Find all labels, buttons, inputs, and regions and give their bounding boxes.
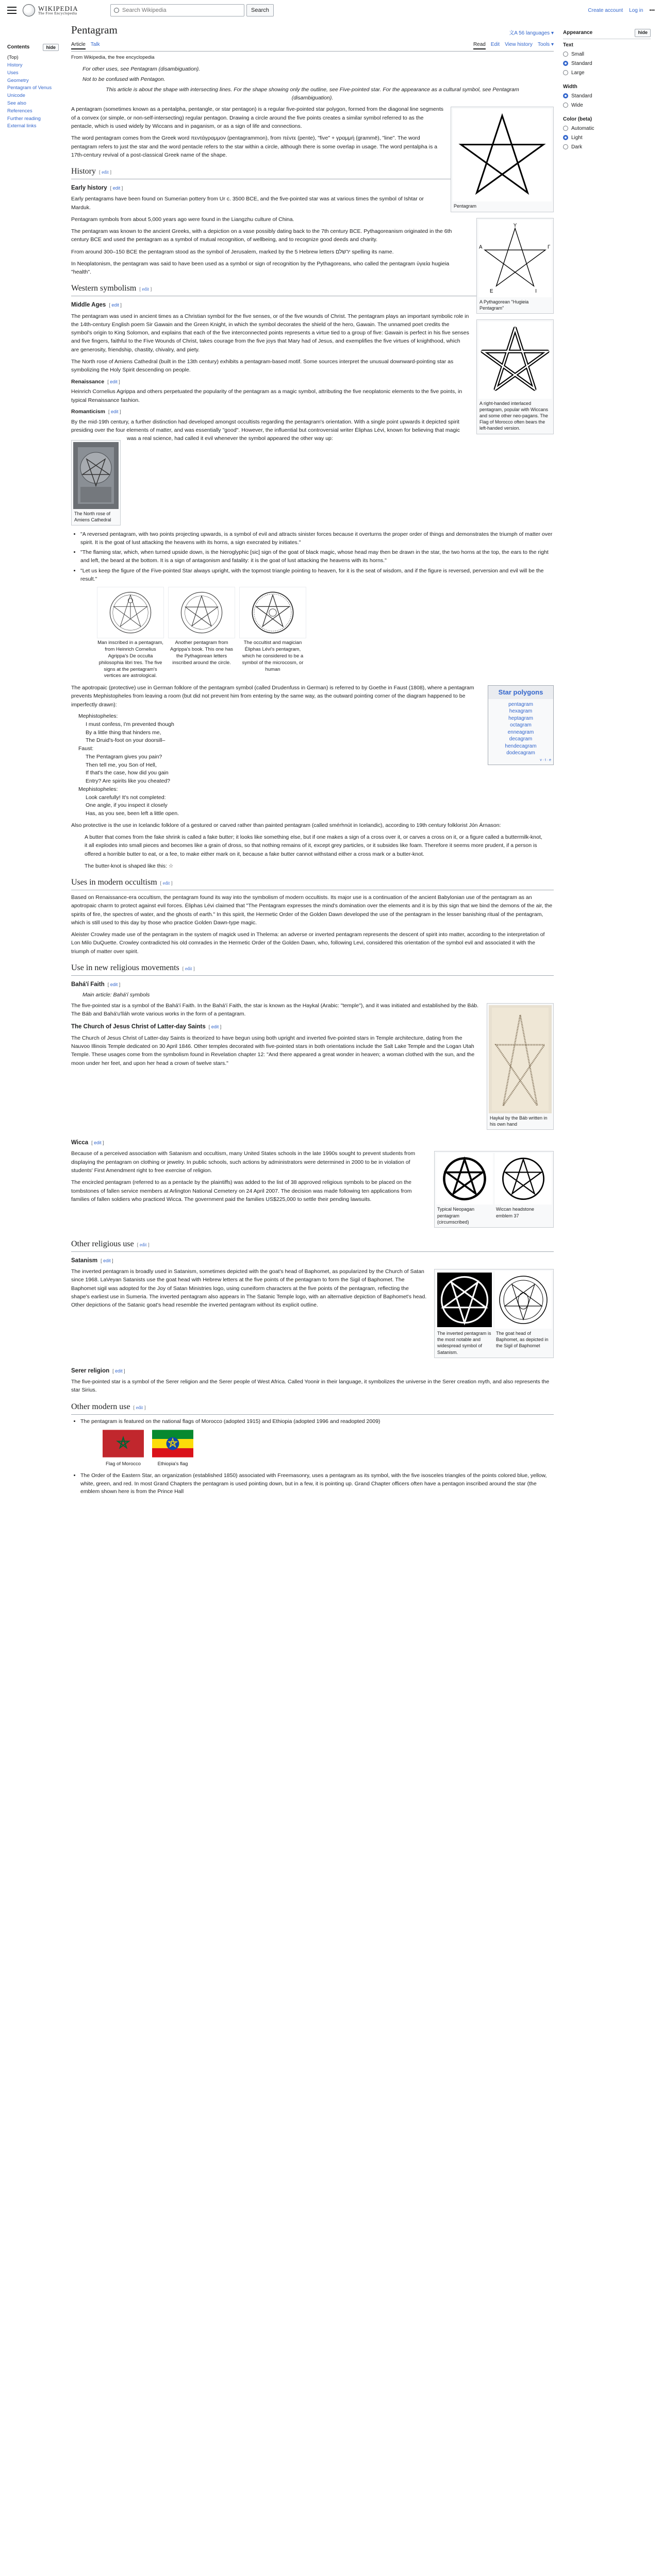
figure-caption: The North rose of Amiens Cathedral	[74, 511, 111, 522]
pythagorean-pentagram-image[interactable]	[478, 220, 552, 297]
heading-early-history: Early history	[71, 185, 107, 192]
navbox-item[interactable]: octagram	[510, 722, 532, 728]
heading-bahai: Bahá'í Faith	[71, 981, 105, 988]
figure-right-handed	[476, 319, 554, 434]
edit-link[interactable]: [ edit ]	[137, 1242, 150, 1247]
figure-caption: A Pythagorean "Hugieia Pentagram"	[479, 299, 529, 311]
agrippa-pentagram-image[interactable]	[168, 587, 235, 638]
paragraph: Pentagram symbols from about 5,000 years ago were found in the Liangzhu culture of China.	[71, 216, 294, 223]
edit-link[interactable]: [ edit ]	[99, 170, 111, 175]
edit-link[interactable]: [ edit ]	[91, 1140, 104, 1146]
hatnote-shape: This article is about the shape with intersecting lines. For the shape showing only the outline, see Five-pointed star. For the appearance as a cultural symbol, see Pentagram (disambiguation).	[106, 86, 519, 101]
paragraph: Based on Renaissance-era occultism, the pentagram found its way into the symbolism of modern occultists. Its major use is a continuation of the ancient Babylonian use of the pentagram as an apotropaic charm to protect against evil forces. Éliphas Lévi claimed that "The Pentagram expresses the mind's domination over the elements and it is by this sign that we bind the demons of the air, the spirits of fire, the spectres of water, and the ghosts of earth." In this spirit, the Hermetic Order of the Golden Dawn developed the use of the pentagram in the lesser banishing ritual of the pentagram, which is still used to this day by those who practice Golden Dawn-type magic.	[71, 894, 553, 926]
radio-icon	[563, 52, 568, 57]
radio-label: Small	[571, 51, 585, 57]
blockquote: A butter that comes from the fake shrink is called a fake butter; it looks like something else, but if one makes a sign of a cross over it, or carves a cross on it, or a figure called a buttermilk-knot, it all explodes into small pieces and becomes like a grain of dross, so that nothing remains of it, except grey particles, or it subsides like foam. Therefore it seems more prudent, if a person is offered a horrible butter to eat, or a fee, to make either mark on it, because a fake butter cannot withstand either a cross mark or a butter-knot.	[85, 834, 542, 857]
quote-item: • "The flaming star, which, when turned upside down, is the hieroglyphic [sic] sign of the goat of black magic, whose head may then be drawn in the star, the two horns at the top, the ears to the right and left, the beard at the bottom. It is a sign of antagonism and fatality: it is the goat of lust attacking the heavens with its horns."	[80, 549, 554, 565]
edit-link[interactable]: [ edit ]	[112, 1368, 125, 1374]
quote-item: • "Let us keep the figure of the Five-pointed Star always upright, with the topmost triangle pointing to heaven, for it is the seat of wisdom, and if the figure is reversed, perversion and evil will be the result."	[80, 567, 554, 584]
paragraph: The inverted pentagram is broadly used in Satanism, sometimes depicted with the goat's head of Baphomet, as popularized by the Church of Satan since 1968. LaVeyan Satanists use the goat head with Hebrew letters at the five points of the pentagram to form the Sigil of Baphomet. The Baphomet sigil was adopted for the Joy of Satan Ministries logo, using cuneiform characters at the five points of the pentagram, reflecting the shape's earliest use in Sumeria. The inverted pentagram also appears in The Satanic Temple logo, with an alternative depiction of Baphomet's head. Other depictions of the Satanic goat's head resemble the inverted pentagram without its explicit outline.	[71, 1268, 427, 1309]
width-label: Width	[563, 83, 577, 90]
paragraph: The apotropaic (protective) use in German folklore of the pentagram symbol (called Drudenfuss in German) is referred to by Goethe in Faust (1808), where a pentagram prevents Mephistopheles from leaving a room (but did not prevent him from entering by the same way, as the outward pointing corner of the diagram happened to be imperfectly drawn):	[71, 685, 474, 708]
paragraph: Because of a perceived association with Satanism and occultism, many United States schools in the late 1990s sought to prevent students from displaying the pentagram on clothing or jewelry. In public schools, such actions by administrators were determined in 2000 to be in violation of students' First Amendment right to free exercise of religion.	[71, 1150, 416, 1174]
navbox-item[interactable]: hexagram	[509, 708, 533, 715]
radio-option[interactable]	[563, 69, 651, 77]
poem-speaker: Faust:	[78, 745, 94, 752]
figure-caption: The inverted pentagram is the most notable and widespread symbol of Satanism.	[437, 1331, 491, 1355]
toc-item[interactable]: References	[7, 108, 32, 114]
poem-line: Look carefully! It's not completed:	[86, 794, 166, 801]
figure-amiens	[71, 440, 121, 526]
log-in-link[interactable]: Log in	[629, 7, 643, 13]
toc-item[interactable]: See also	[7, 100, 26, 107]
heading-lds: The Church of Jesus Christ of Latter-day Saints	[71, 1024, 206, 1030]
poem-speaker: Mephistopheles:	[78, 786, 118, 792]
radio-label: Light	[571, 134, 583, 141]
star-polygons-navbox	[488, 685, 554, 765]
section-other-modern: Other modern use	[71, 1402, 130, 1411]
tab-edit[interactable]: Edit	[490, 42, 500, 48]
logo-tagline: The Free Encyclopedia	[38, 11, 77, 15]
radio-option[interactable]	[563, 60, 651, 67]
toc-item[interactable]: External links	[7, 123, 37, 129]
navbox-item[interactable]: dodecagram	[506, 750, 535, 756]
edit-link[interactable]: [ edit ]	[101, 1258, 113, 1263]
heading-romanticism: Romanticism	[71, 408, 105, 415]
tab-talk[interactable]: Talk	[90, 42, 100, 48]
footnote: The butter-knot is shaped like this: ☆	[85, 862, 174, 869]
toc-item[interactable]: Uses	[7, 70, 19, 76]
amiens-rose-image[interactable]	[73, 442, 119, 509]
radio-icon	[563, 126, 568, 131]
section-western-symbolism: Western symbolism	[71, 284, 137, 293]
navbox-item[interactable]: pentagram	[508, 701, 533, 707]
flag-item	[152, 1430, 194, 1468]
toc-item[interactable]: Unicode	[7, 93, 25, 99]
edit-link[interactable]: [ edit ]	[208, 1024, 222, 1030]
morocco-flag-image[interactable]	[103, 1430, 144, 1458]
pentagram-image[interactable]	[453, 109, 552, 201]
navbox-item[interactable]: heptagram	[508, 715, 533, 721]
heading-middle-ages: Middle Ages	[71, 302, 106, 309]
edit-link[interactable]: [ edit ]	[108, 409, 121, 414]
page-title: Pentagram	[71, 24, 118, 36]
modern-use-list	[80, 1418, 554, 1426]
lead-paragraph: A pentagram (sometimes known as a pentalpha, pentangle, or star pentagon) is a regular five-pointed star polygon, formed from the diagonal line segments of a convex (or simple, or non-self-intersecting) regular pentagon. Drawing a circle around the five points creates a similar symbol referred to as the pentacle, which is used widely by Wiccans and in paganism, or as a sign of life and connections.	[71, 106, 443, 129]
language-button[interactable]: 文A 56 languages ▾	[509, 30, 554, 37]
poem-line: Has, as you see, been left a little open.	[86, 810, 179, 817]
infobox-figure	[451, 107, 554, 212]
list-item: • The Order of the Eastern Star, an organization (established 1850) associated with Freemasonry, uses a pentagram as its symbol, with the five isosceles triangles of the points colored blue, yellow, white, green, and red. In most Grand Chapters the pentagram is used pointing down, but in a few, it is pointing up. Grand Chapter officers often have a pentagon inscribed around the star (the emblem shown here is from the Prince Hall	[80, 1472, 554, 1496]
search-button[interactable]: Search	[246, 4, 274, 16]
paragraph: The North rose of Amiens Cathedral (built in the 13th century) exhibits a pentagram-based motif. Some sources interpret the unusual downward-pointing star as symbolizing the Holy Spirit descending on people.	[71, 358, 454, 374]
radio-option[interactable]	[563, 125, 651, 132]
poem-line: By a little thing that hinders me,	[86, 729, 161, 736]
neopagan-pentagram-image[interactable]	[436, 1153, 493, 1205]
appearance-panel	[563, 29, 651, 157]
navbox-item[interactable]: enneagram	[507, 729, 534, 735]
radio-label: Automatic	[571, 125, 594, 131]
radio-icon	[563, 70, 568, 75]
paragraph: Also protective is the use in Icelandic folklore of a gestured or carved rather than painted pentagram (called smérhnút in Icelandic), according to 19th century folklorist Jón Árnason:	[71, 822, 501, 828]
quote-item: • "A reversed pentagram, with two points projecting upwards, is a symbol of evil and attracts sinister forces because it overturns the proper order of things and demonstrates the triumph of matter over spirit. It is the goat of lust attacking the heavens with its horns, a sign execrated by initiates."	[80, 531, 554, 547]
globe-icon	[23, 4, 35, 16]
poem-line: The Druid's-foot on your doorsill–	[86, 737, 166, 744]
wiccan-headstone-image[interactable]	[495, 1153, 552, 1205]
section-new-religious: Use in new religious movements	[71, 963, 179, 972]
create-account-link[interactable]: Create account	[588, 7, 623, 13]
heading-renaissance: Renaissance	[71, 378, 105, 385]
search-box	[110, 4, 244, 16]
quote-list	[80, 531, 554, 584]
radio-option[interactable]	[563, 101, 651, 109]
heading-wicca: Wicca	[71, 1140, 89, 1146]
edit-link[interactable]: [ edit ]	[182, 965, 195, 971]
gallery-caption: Another pentagram from Agrippa's book. This one has the Pythagorean letters inscribed around the circle.	[170, 640, 234, 666]
site-sub: From Wikipedia, the free encyclopedia	[71, 55, 155, 61]
navbox-vte[interactable]: v · t · e	[540, 758, 551, 762]
gallery	[97, 587, 554, 680]
flag-caption: Flag of Morocco	[105, 1461, 141, 1467]
radio-label: Dark	[571, 144, 583, 150]
section-other-religious: Other religious use	[71, 1239, 134, 1248]
paragraph: The encircled pentagram (referred to as a pentacle by the plaintiffs) was added to the list of 38 approved religious symbols to be placed on the tombstones of fallen service members at Arlington National Cemetery on 24 April 2007. The decision was made following ten applications from families of fallen soldiers who practiced Wicca. The government paid the families US$225,000 to settle their pending lawsuits.	[71, 1179, 412, 1202]
paragraph: In Neoplatonism, the pentagram was said to have been used as a symbol or sign of recognition by the Pythagoreans, who called the pentagram ὑγιεία hugieia "health".	[71, 260, 450, 276]
navbox-item[interactable]: hendecagram	[505, 743, 537, 749]
faust-quote	[78, 713, 554, 818]
site-header	[0, 0, 662, 21]
main-menu-icon[interactable]	[7, 7, 16, 14]
gallery-caption: The occultist and magician Éliphas Lévi's pentagram, which he considered to be a symbol of the microcosm, or human	[242, 640, 304, 672]
poem-line: If that's the case, how did you gain	[86, 770, 169, 776]
figure-haykal	[487, 1003, 554, 1130]
figure-caption: Haykal by the Báb written in his own hand	[490, 1115, 548, 1127]
toc-item[interactable]: History	[7, 62, 23, 68]
radio-option[interactable]	[563, 50, 651, 58]
edit-link[interactable]: [ edit ]	[133, 1404, 146, 1410]
poem-line: Then tell me, you Son of Hell,	[86, 761, 157, 768]
flag-gallery	[102, 1430, 554, 1468]
list-item: • The pentagram is featured on the national flags of Morocco (adopted 1915) and Ethiopia (adopted 1996 and readopted 2009)	[80, 1418, 554, 1426]
edit-link[interactable]: [ edit ]	[109, 302, 122, 308]
haykal-image[interactable]	[489, 1005, 552, 1113]
radio-option[interactable]	[563, 92, 651, 100]
appearance-hide-button[interactable]: hide	[635, 29, 651, 37]
tab-read[interactable]: Read	[473, 41, 486, 49]
heading-satanism: Satanism	[71, 1257, 98, 1264]
paragraph: The five-pointed star is a symbol of the Bahá'í Faith. In the Bahá'í Faith, the star is known as the Haykal (Arabic: "temple"), and it was initiated and established by the Báb. The Báb and Bahá'u'lláh wrote various works in the form of a pentagram.	[71, 1002, 479, 1018]
figure-caption: Wiccan headstone emblem 37	[496, 1207, 535, 1218]
text-size-label: Text	[563, 42, 573, 48]
figure-wicca	[434, 1151, 554, 1227]
hatnote: For other uses, see Pentagram (disambiguation).	[82, 66, 201, 73]
levi-pentagram-image[interactable]	[239, 587, 306, 638]
modern-use-list	[80, 1472, 554, 1496]
paragraph: The pentagram was known to the ancient Greeks, with a depiction on a vase possibly dating back to the 7th century BCE. Pythagoreanism originated in the 6th century BCE and used the pentagram as a symbol of mutual recognition, of wellbeing, and to recognize good deeds and charity.	[71, 228, 452, 243]
figure-satanism	[434, 1269, 554, 1358]
gallery-caption: Man inscribed in a pentagram, from Heinrich Cornelius Agrippa's De occulta philosophia libri tres. The five signs at the pentagram's vertices are astrological.	[97, 640, 163, 679]
section-history: History	[71, 167, 96, 176]
paragraph: By the mid-19th century, a further distinction had developed amongst occultists regarding the pentagram's orientation. With a single point upwards it depicted spirit presiding over the four elements of matter, and was essentially "good". However, the influential but controversial writer Éliphas Lévi, known for believing that magic was a real science, had called it evil whenever the symbol appeared the other way up:	[71, 418, 460, 442]
radio-label: Large	[571, 70, 585, 76]
inverted-pentagram-image[interactable]	[436, 1271, 493, 1329]
tab-tools[interactable]: Tools ▾	[537, 42, 554, 48]
svg-text:Ι: Ι	[535, 288, 537, 294]
paragraph: The pentagram was used in ancient times as a Christian symbol for the five senses, or of the five wounds of Christ. The pentagram plays an important symbolic role in the 14th-century English poem Sir Gawain and the Green Knight, in which the symbol decorates the shield of the hero, Gawain. The unnamed poet credits the symbol's origin to King Solomon, and explains that each of the five interconnected points represents a virtue tied to a group of five: Gawain is perfect in his five senses and five fingers, faithful to the Five Wounds of Christ, takes courage from the five joys that Mary had of Jesus, and exemplifies the five virtues of knighthood, which are generosity, friendship, chastity, chivalry, and piety.	[71, 313, 469, 353]
agrippa-man-image[interactable]	[97, 587, 164, 638]
radio-label: Standard	[571, 60, 592, 66]
radio-icon	[563, 144, 568, 149]
svg-text:Α: Α	[479, 244, 483, 250]
figure-caption: Pentagram	[454, 204, 477, 209]
page-tabs	[71, 41, 554, 52]
edit-link[interactable]: [ edit ]	[139, 286, 152, 292]
search-icon	[114, 8, 119, 13]
logo-wordmark: WIKIPEDIA	[38, 5, 78, 12]
poem-line: The Pentagram gives you pain?	[86, 753, 162, 760]
flag-caption: Ethiopia's flag	[157, 1461, 188, 1467]
radio-icon	[563, 93, 568, 98]
tab-history[interactable]: View history	[505, 42, 533, 48]
paragraph: From around 300–150 BCE the pentagram stood as the symbol of Jerusalem, marked by the 5 Hebrew letters ירשלם spelling its name.	[71, 248, 394, 255]
interlaced-pentagram-image[interactable]	[478, 321, 552, 399]
toc-item[interactable]: Pentagram of Venus	[7, 85, 52, 91]
paragraph: The Church of Jesus Christ of Latter-day Saints is theorized to have begun using both upright and inverted five-pointed stars in Temple architecture, dating from the Nauvoo Illinois Temple dedicated on 30 April 1846. Other temples decorated with five-pointed stars in both orientations include the Salt Lake Temple and the Logan Utah Temple. These usages come from the symbolism found in Revelation chapter 12: "And there appeared a great wonder in heaven; a woman clothed with the sun, and the moon under her feet, and upon her head a crown of twelve stars."	[71, 1035, 475, 1066]
radio-label: Wide	[571, 102, 583, 108]
svg-text:Ε: Ε	[490, 288, 493, 294]
tab-article[interactable]: Article	[71, 41, 86, 49]
toc-item[interactable]: (Top)	[7, 55, 19, 61]
edit-link[interactable]: [ edit ]	[110, 185, 123, 191]
section-modern-occultism: Uses in modern occultism	[71, 878, 157, 887]
paragraph: The five-pointed star is a symbol of the Serer religion and the Serer people of West Africa. Called Yoonir in their language, it symbolizes the universe in the Serer creation myth, and also represents the star Sirius.	[71, 1378, 550, 1394]
radio-option[interactable]	[563, 143, 651, 151]
figure-caption: The goat head of Baphomet, as depicted in the Sigil of Baphomet	[496, 1331, 549, 1349]
lead-paragraph: The word pentagram comes from the Greek word πεντάγραμμον (pentagrammon), from πέντε (pente), "five" + γραμμή (grammē), "line". The word pentagram refers to just the star and the word pentacle refers to the star within a circle, although there is some overlap in usage. The word pentalpha is a 17th-century revival of a post-classical Greek name of the shape.	[71, 135, 438, 158]
paragraph: Heinrich Cornelius Agrippa and others perpetuated the popularity of the pentagram as a magic symbol, attributing the five neoplatonic elements to the five points, in typical Renaissance fashion.	[71, 388, 462, 403]
paragraph: Aleister Crowley made use of the pentagram in the system of magick used in Thelema: an adverse or inverted pentagram represents the descent of spirit into matter, according to the interpretation of Lon Milo DuQuette. Crowley contradicted his old comrades in the Hermetic Order of the Golden Dawn, who, following Levi, considered this orientation of the symbol evil and associated it with the triumph of matter over spirit.	[71, 931, 545, 955]
main-content	[71, 21, 554, 1500]
radio-icon	[563, 135, 568, 140]
toc-item[interactable]: Geometry	[7, 77, 29, 83]
radio-label: Standard	[571, 93, 592, 99]
poem-line: I must confess, I'm prevented though	[86, 721, 174, 727]
hatnote: Not to be confused with Pentagon.	[82, 76, 166, 83]
gallery-item	[239, 587, 306, 680]
main-article-note: Main article: Bahá'í symbols	[82, 992, 150, 998]
search-input[interactable]	[122, 7, 241, 13]
toc-hide-button[interactable]: hide	[43, 44, 59, 51]
figure-caption: Typical Neopagan pentagram (circumscribed)	[437, 1207, 475, 1225]
wikipedia-logo[interactable]	[23, 4, 79, 16]
flag-item	[102, 1430, 144, 1468]
gallery-item	[168, 587, 235, 680]
edit-link[interactable]: [ edit ]	[160, 880, 173, 886]
toc-item[interactable]: Further reading	[7, 115, 41, 122]
paragraph: Early pentagrams have been found on Sumerian pottery from Ur c. 3500 BCE, and the five-pointed star was at various times the symbol of Ishtar or Marduk.	[71, 196, 424, 211]
poem-line: One angle, if you inspect it closely	[86, 802, 168, 809]
appearance-heading: Appearance	[563, 30, 593, 36]
svg-text:Γ: Γ	[548, 244, 551, 250]
navbox-item[interactable]: decagram	[509, 736, 533, 742]
radio-icon	[563, 103, 568, 108]
toc-heading: Contents	[7, 44, 30, 50]
more-options-icon[interactable]: •••	[649, 7, 655, 13]
ethiopia-flag-image[interactable]	[152, 1430, 193, 1458]
baphomet-sigil-image[interactable]	[495, 1271, 552, 1329]
radio-icon	[563, 61, 568, 66]
color-label: Color (beta)	[563, 116, 592, 122]
table-of-contents	[7, 43, 59, 131]
edit-link[interactable]: [ edit ]	[107, 981, 121, 987]
poem-line: Entry? Are spirits like you cheated?	[86, 778, 171, 785]
radio-option[interactable]	[563, 134, 651, 142]
svg-text:Υ: Υ	[513, 222, 517, 228]
navbox-title: Star polygons	[488, 686, 553, 699]
figure-pythagorean	[476, 218, 554, 314]
figure-caption: A right-handed interlaced pentagram, popular with Wiccans and some other neo-pagans. The Flag of Morocco often bears the left-handed version.	[479, 400, 549, 431]
poem-speaker: Mephistopheles:	[78, 713, 118, 720]
heading-serer: Serer religion	[71, 1367, 110, 1374]
gallery-item	[97, 587, 164, 680]
edit-link[interactable]: [ edit ]	[107, 379, 120, 384]
